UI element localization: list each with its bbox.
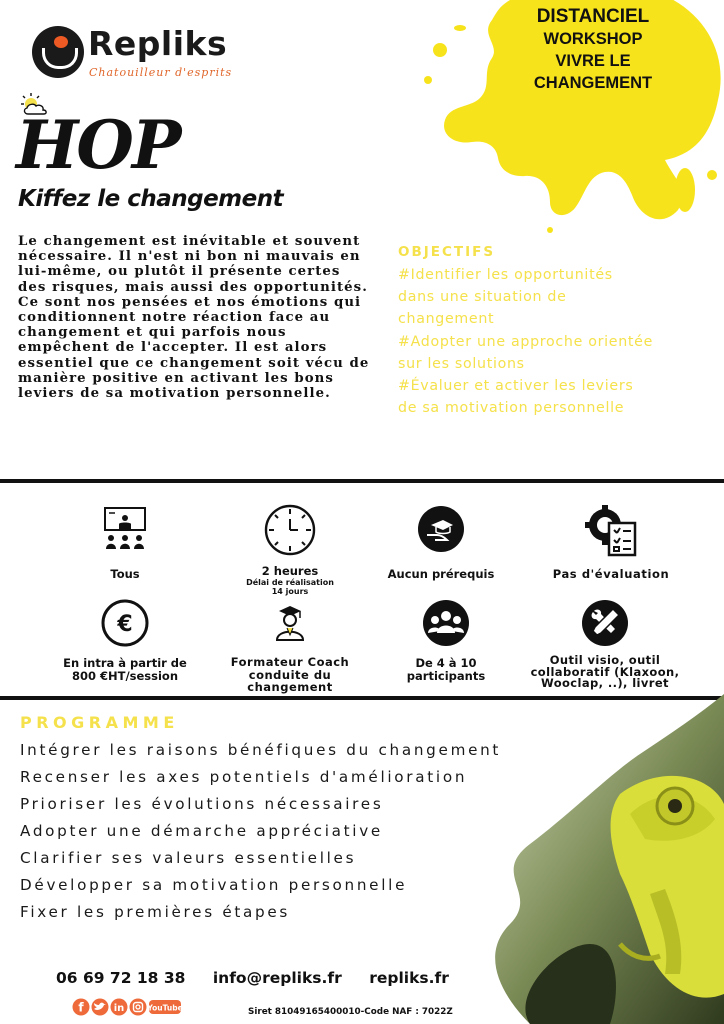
- tools-label-2: collaboratif (Klaxoon,: [530, 664, 680, 679]
- social-links: [72, 997, 184, 1017]
- public-tile: [45, 505, 205, 581]
- delay-value: 14 jours: [271, 586, 309, 596]
- page-title: HOP: [16, 106, 180, 184]
- objective-line: #Identifier les opportunités: [398, 267, 613, 283]
- facebook-icon[interactable]: [73, 999, 90, 1016]
- public-label: Tous: [110, 567, 140, 581]
- gears-checklist-icon: [583, 503, 639, 557]
- price-label-1: En intra à partir de: [63, 656, 187, 670]
- training-room-icon: [101, 505, 149, 553]
- participants-label-2: participants: [406, 668, 486, 683]
- objective-line: changement: [398, 311, 495, 328]
- programme-item: Développer sa motivation personnelle: [20, 876, 408, 894]
- svg-text:in: in: [113, 1003, 125, 1014]
- programme-item: Recenser les axes potentiels d'amélioration: [20, 768, 468, 786]
- format-badge: [520, 4, 666, 94]
- email-link[interactable]: info@repliks.fr: [212, 969, 342, 987]
- website-link[interactable]: repliks.fr: [369, 969, 449, 987]
- price-tile: [45, 599, 205, 682]
- page-subtitle: Kiffez le changement: [18, 186, 284, 212]
- svg-text:€: €: [117, 612, 133, 637]
- tools-label-1: Outil visio, outil: [549, 653, 661, 667]
- brand-name: Repliks: [88, 24, 228, 63]
- badge-line-1: DISTANCIEL: [536, 6, 650, 27]
- badge-line-4: CHANGEMENT: [533, 73, 653, 92]
- clock-icon: [263, 503, 317, 557]
- programme-item: Prioriser les évolutions nécessaires: [20, 795, 384, 813]
- trainer-label-2: conduite du: [248, 667, 332, 682]
- programme-item: Clarifier ses valeurs essentielles: [20, 849, 357, 867]
- programme-item: Fixer les premières étapes: [20, 903, 291, 921]
- tools-tile: [525, 599, 685, 690]
- evaluation-tile: [531, 503, 691, 581]
- contact-line: [56, 969, 471, 987]
- tools-label-3: Wooclap, ..), livret: [541, 676, 669, 690]
- coach-icon: [273, 605, 307, 641]
- duration-label: 2 heures: [261, 564, 319, 578]
- youtube-icon[interactable]: [146, 1000, 182, 1014]
- linkedin-icon[interactable]: [111, 999, 128, 1016]
- trainer-label-3: changement: [247, 680, 333, 694]
- prerequisites-label: Aucun prérequis: [387, 567, 495, 581]
- programme-list: [20, 737, 501, 926]
- trainer-label-1: Formateur Coach: [230, 655, 350, 669]
- badge-line-2: WORKSHOP: [543, 30, 643, 49]
- prerequisites-tile: [361, 505, 521, 581]
- programme-item: Adopter une démarche appréciative: [20, 822, 383, 840]
- participants-label-1: De 4 à 10: [415, 656, 477, 670]
- brain-logo-icon: [32, 26, 84, 78]
- brand-tagline: Chatouilleur d'esprits: [89, 66, 233, 79]
- price-label-2: 800 €HT/session: [71, 668, 179, 683]
- duration-tile: [210, 503, 370, 596]
- delay-label: Délai de réalisation: [246, 577, 334, 587]
- objective-line: #Évaluer et activer les leviers: [398, 378, 634, 395]
- objective-line: dans une situation de: [398, 289, 567, 306]
- objectives-list: [398, 264, 718, 419]
- instagram-icon[interactable]: [130, 999, 147, 1016]
- graduation-hand-icon: [417, 505, 465, 553]
- objective-line: sur les solutions: [398, 355, 525, 372]
- objective-line: #Adopter une approche orientée: [398, 333, 654, 350]
- tools-icon: [581, 599, 629, 647]
- svg-text:YouTube: YouTube: [147, 1003, 183, 1013]
- programme-item: Intégrer les raisons bénéfiques du changement: [20, 741, 502, 759]
- participants-tile: [366, 599, 526, 682]
- svg-text:f: f: [78, 1000, 84, 1015]
- phone-number[interactable]: 06 69 72 18 38: [56, 969, 186, 987]
- objectives-title: OBJECTIFS: [398, 244, 496, 260]
- info-band: [0, 479, 724, 700]
- trainer-tile: [210, 605, 370, 694]
- group-icon: [422, 599, 470, 647]
- evaluation-label: Pas d'évaluation: [552, 567, 670, 581]
- programme-title: PROGRAMME: [20, 713, 179, 732]
- badge-line-3: VIVRE LE: [555, 51, 631, 70]
- chameleon-photo: [470, 694, 724, 1024]
- legal-siret: Siret 81049165400010-Code NAF : 7022Z: [248, 1007, 453, 1017]
- euro-icon: [101, 599, 149, 647]
- twitter-icon[interactable]: [92, 999, 109, 1016]
- intro-paragraph: Le changement est inévitable et souvent nécessaire. Il n'est ni bon ni mauvais en lui-même, ou plutôt il présente certes des risques, mais aussi des opportunités. Ce sont nos pensées et nos émotions qui conditionnent notre réaction face au changement et qui parfois nous empêchent de l'accepter. Il est alors essentiel que ce changement soit vécu de manière positive en activant les bons leviers de sa motivation personnelle.: [18, 234, 370, 402]
- objective-line: de sa motivation personnelle: [398, 400, 625, 417]
